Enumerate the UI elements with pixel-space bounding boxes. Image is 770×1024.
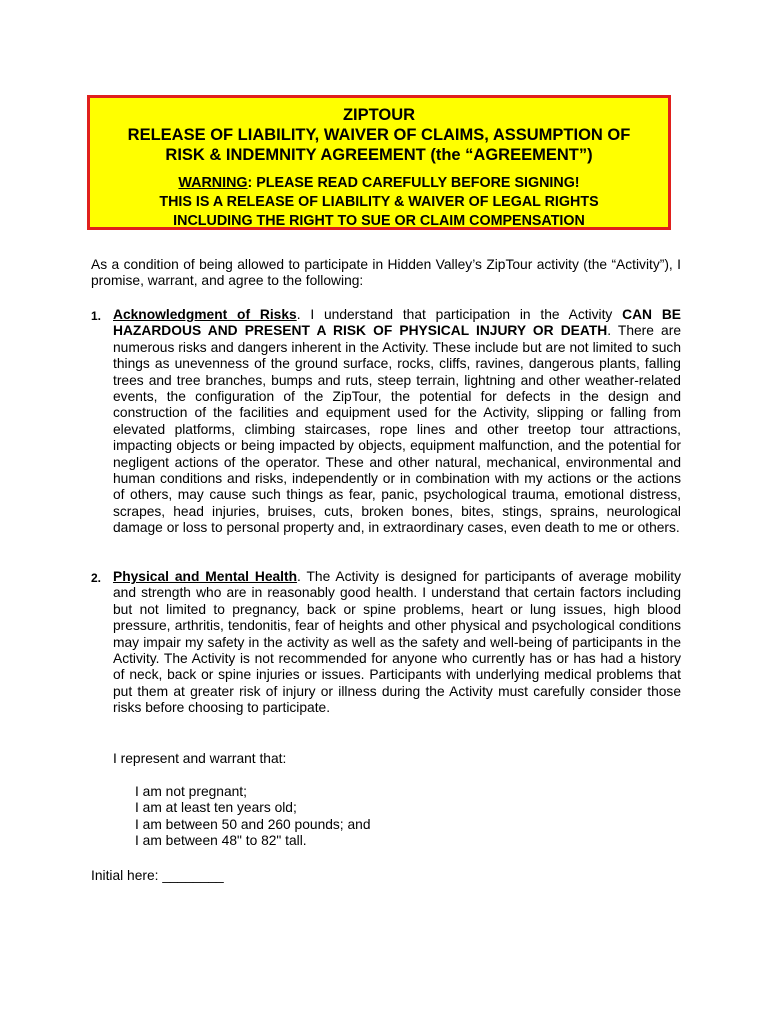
conditions-list [135, 784, 371, 850]
title-banner [87, 95, 671, 230]
condition-item: I am at least ten years old; [135, 800, 297, 816]
condition-item: I am between 50 and 260 pounds; and [135, 816, 371, 832]
section-emphasis: CAN BE HAZARDOUS AND PRESENT A RISK OF PHYSICAL INJURY OR DEATH [113, 307, 681, 339]
section-heading: Acknowledgment of Risks [113, 307, 297, 322]
section-heading: Physical and Mental Health [113, 569, 298, 584]
section-acknowledgment-of-risks [113, 307, 681, 537]
document-title: ZIPTOUR [342, 106, 416, 124]
section-number: 1. [91, 309, 102, 323]
section-body: . The Activity is designed for participants of average mobility and strength who are in reasonably good health. I understand that certain factors including but not limited to pregnancy, back or spine problems, heart or lung issues, high blood pressure, arthritis, tendonitis, fear of heights and other physical and psychological conditions may impair my safety in the activity as well as the safety and well-being of participants in the Activity. The Activity is not recommended for anyone who currently has or has had a history of neck, back or spine injuries or issues. Participants with underlying medical problems that put them at greater risk of injury or illness during the Activity must carefully consider those risks before choosing to participate. [113, 569, 681, 716]
warning-line-2: THIS IS A RELEASE OF LIABILITY & WAIVER OF LEGAL RIGHTS [159, 194, 599, 210]
warning-line-3: INCLUDING THE RIGHT TO SUE OR CLAIM COMPENSATION [173, 213, 585, 229]
represent-statement: I represent and warrant that: [113, 751, 287, 766]
warning-line-1 [90, 174, 668, 193]
section-number: 2. [91, 571, 102, 585]
warning-label: WARNING [178, 175, 248, 191]
section-body: . There are numerous risks and dangers inherent in the Activity. These include but are not limited to such things as unevenness of the ground surface, rocks, cliffs, ravines, dangerous plants, falling trees and tree branches, bumps and ruts, steep terrain, lightning and other weather-related events, the configuration of the ZipTour, the potential for defects in the design and construction of the facilities and equipment used for the Activity, slipping or falling from elevated platforms, climbing staircases, rope lines and other treetop tour attractions, impacting objects or being impacted by objects, equipment malfunction, and the potential for negligent actions of the operator. These and other natural, mechanical, environmental and human conditions and risks, independently or in combination with my actions or the actions of others, may cause such things as fear, panic, psychological trauma, emotional distress, scrapes, head injuries, bruises, cuts, broken bones, bites, stings, sprains, neurological damage or loss to personal property and, in extraordinary cases, even death to me or others. [113, 323, 681, 536]
initial-here-field[interactable]: Initial here: ________ [91, 868, 224, 883]
document-subtitle-line-1: RELEASE OF LIABILITY, WAIVER OF CLAIMS, ASSUMPTION OF [127, 126, 631, 144]
warning-text: : PLEASE READ CAREFULLY BEFORE SIGNING! [247, 175, 580, 191]
condition-item: I am not pregnant; [135, 784, 247, 799]
section-text: . I understand that participation in the Activity [296, 307, 623, 322]
document-subtitle-line-2: RISK & INDEMNITY AGREEMENT (the “AGREEMENT”) [165, 146, 593, 164]
intro-paragraph: As a condition of being allowed to participate in Hidden Valley’s ZipTour activity (the “Activity”), I promise, warrant, and agree to the following: [91, 257, 681, 289]
section-physical-mental-health [113, 569, 681, 717]
condition-item: I am between 48" to 82" tall. [135, 833, 307, 849]
